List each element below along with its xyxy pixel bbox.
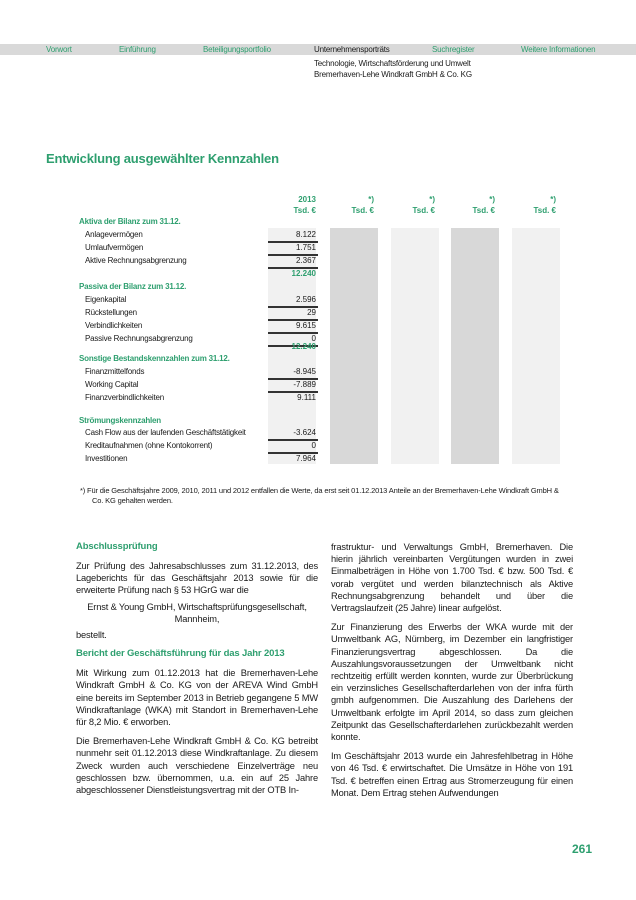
row-value: 1.751	[295, 243, 316, 252]
column-header-3	[375, 194, 435, 216]
nav-einfuehrung[interactable]: Einführung	[119, 45, 156, 54]
row-value: 29	[307, 308, 316, 317]
nav-weitere-informationen[interactable]: Weitere Informationen	[521, 45, 596, 54]
column-year: *)	[368, 195, 374, 204]
column-header-2013	[256, 194, 316, 216]
left-text-column	[76, 541, 318, 803]
heading-abschlusspruefung: Abschlussprüfung	[76, 541, 158, 552]
row-value: 9.111	[297, 393, 316, 402]
section-heading-stroemung: Strömungskennzahlen	[79, 416, 161, 425]
row-label: Rückstellungen	[85, 308, 137, 317]
row-value: 8.122	[295, 230, 316, 239]
column-header-5	[496, 194, 556, 216]
column-unit: Tsd. €	[293, 206, 316, 215]
right-text-column	[331, 541, 573, 806]
column-year: 2013	[298, 195, 316, 204]
column-bg-5	[512, 228, 560, 464]
column-bg-2	[330, 228, 378, 464]
section-heading-aktiva: Aktiva der Bilanz zum 31.12.	[79, 217, 181, 226]
row-label: Cash Flow aus der laufenden Geschäftstätigkeit	[85, 428, 246, 437]
table-footnote: *) Für die Geschäftsjahre 2009, 2010, 2011 und 2012 entfallen die Werte, da erst seit 01.12.2013 Anteile an der Bremerhaven-Lehe Windkraft GmbH & Co. KG gehalten werden.	[80, 486, 559, 505]
paragraph: bestellt.	[76, 630, 107, 641]
paragraph: Die Bremerhaven-Lehe Windkraft GmbH & Co. KG betreibt nunmehr seit 01.12.2013 diese Windkraftanlage. Zu diesem Zweck wurden auch verschiedene Einzelverträge neu geschlossen bzw. übernommen, u.a. ein auf 25 Jahre abgeschlossener Dienstleistungsvertrag mit der OTB In-	[76, 736, 318, 796]
row-label: Aktive Rechnungsabgrenzung	[85, 256, 187, 265]
nav-vorwort[interactable]: Vorwort	[46, 45, 72, 54]
paragraph: Zur Prüfung des Jahresabschlusses zum 31.12.2013, des Lageberichts für das Geschäftsjahr 2013 sowie für die erweiterte Prüfung nach § 53 HGrG war die	[76, 561, 318, 596]
nav-beteiligungsportfolio[interactable]: Beteiligungsportfolio	[203, 45, 271, 54]
row-value: 2.367	[295, 256, 316, 265]
paragraph: Mit Wirkung zum 01.12.2013 hat die Bremerhaven-Lehe Windkraft GmbH & Co. KG von der AREVA Wind GmbH eine bereits im September 2013 in Betrieb gegangene 5 MW Windkraftanlage (WKA) mit Standort in Bremerhaven-Lehe für 8,2 Mio. € erworben.	[76, 668, 318, 728]
nav-unternehmensportraets[interactable]: Unternehmensporträts	[314, 45, 390, 54]
row-value: 9.615	[295, 321, 316, 330]
row-value: -3.624	[293, 428, 316, 437]
breadcrumb-category: Technologie, Wirtschaftsförderung und Umwelt	[314, 59, 471, 68]
row-label: Kreditaufnahmen (ohne Kontokorrent)	[85, 441, 213, 450]
row-label: Working Capital	[85, 380, 139, 389]
section-heading-passiva: Passiva der Bilanz zum 31.12.	[79, 282, 187, 291]
column-unit: Tsd. €	[412, 206, 435, 215]
page-title: Entwicklung ausgewählter Kennzahlen	[46, 151, 279, 166]
row-value: 2.596	[295, 295, 316, 304]
column-year: *)	[429, 195, 435, 204]
paragraph: Im Geschäftsjahr 2013 wurde ein Jahresfehlbetrag in Höhe von 46 Tsd. € erwirtschaftet. Die Umsätze in Höhe von 191 Tsd. € betreffen einen Ertrag aus Stromerzeugung für einen Monat. Dem Ertrag stehen Aufwendungen	[331, 751, 573, 798]
paragraph: Zur Finanzierung des Erwerbs der WKA wurde mit der Umweltbank AG, Nürnberg, im Dezember ein langfristiger Finanzierungsvertrag abgeschlossen. Da die Auszahlungsvoraussetzungen der Umweltbank nicht rechtzeitig erfüllt werden konnten, wurde zur Überbrückung ein verzinsliches Gesellschafterdarlehen von der infra fürth gmbh aufgenommen. Die Auszahlung des Darlehens der Umweltbank erfolgte im April 2014, so dass zum gleichen Zeitpunkt das Gesellschafterdarlehen zurückbezahlt werden konnte.	[331, 622, 573, 743]
column-bg-3	[391, 228, 439, 464]
column-bg-4	[451, 228, 499, 464]
row-label: Verbindlichkeiten	[85, 321, 143, 330]
auditor-city: Mannheim,	[174, 613, 220, 624]
section-total: 12.240	[291, 269, 316, 278]
row-label: Finanzverbindlichkeiten	[85, 393, 165, 402]
row-value: 7.964	[295, 454, 316, 463]
breadcrumb-company: Bremerhaven-Lehe Windkraft GmbH & Co. KG	[314, 70, 472, 79]
paragraph: frastruktur- und Verwaltungs GmbH, Bremerhaven. Die hierin jährlich vereinbarten Vergütungen wurden in zwei Einmalbeträgen in Höhe von 1.700 Tsd. € bzw. 500 Tsd. € vorab vergütet und werden bilanztechnisch als Aktive Rechnungsabgrenzung behandelt und über die Vertragslaufzeit (25 Jahre) linear aufgelöst.	[331, 542, 573, 614]
column-unit: Tsd. €	[472, 206, 495, 215]
column-unit: Tsd. €	[351, 206, 374, 215]
row-label: Finanzmittelfonds	[85, 367, 145, 376]
column-unit: Tsd. €	[533, 206, 556, 215]
section-heading-sonstige: Sonstige Bestandskennzahlen zum 31.12.	[79, 354, 230, 363]
row-value: -7.889	[293, 380, 316, 389]
auditor-name: Ernst & Young GmbH, Wirtschaftsprüfungsgesellschaft,	[87, 601, 307, 612]
section-total: 12.240	[291, 342, 316, 351]
column-header-2	[314, 194, 374, 216]
row-label: Eigenkapital	[85, 295, 127, 304]
heading-bericht-geschaeftsfuehrung: Bericht der Geschäftsführung für das Jahr 2013	[76, 648, 285, 660]
column-header-4	[435, 194, 495, 216]
nav-suchregister[interactable]: Suchregister	[432, 45, 475, 54]
column-year: *)	[550, 195, 556, 204]
top-navigation	[0, 44, 636, 55]
row-label: Passive Rechnungsabgrenzung	[85, 334, 193, 343]
row-label: Umlaufvermögen	[85, 243, 144, 252]
row-label: Anlagevermögen	[85, 230, 143, 239]
column-year: *)	[489, 195, 495, 204]
page-number: 261	[572, 842, 593, 856]
row-value: 0	[311, 334, 316, 343]
row-value: -8.945	[293, 367, 316, 376]
row-value: 0	[311, 441, 316, 450]
row-label: Investitionen	[85, 454, 128, 463]
